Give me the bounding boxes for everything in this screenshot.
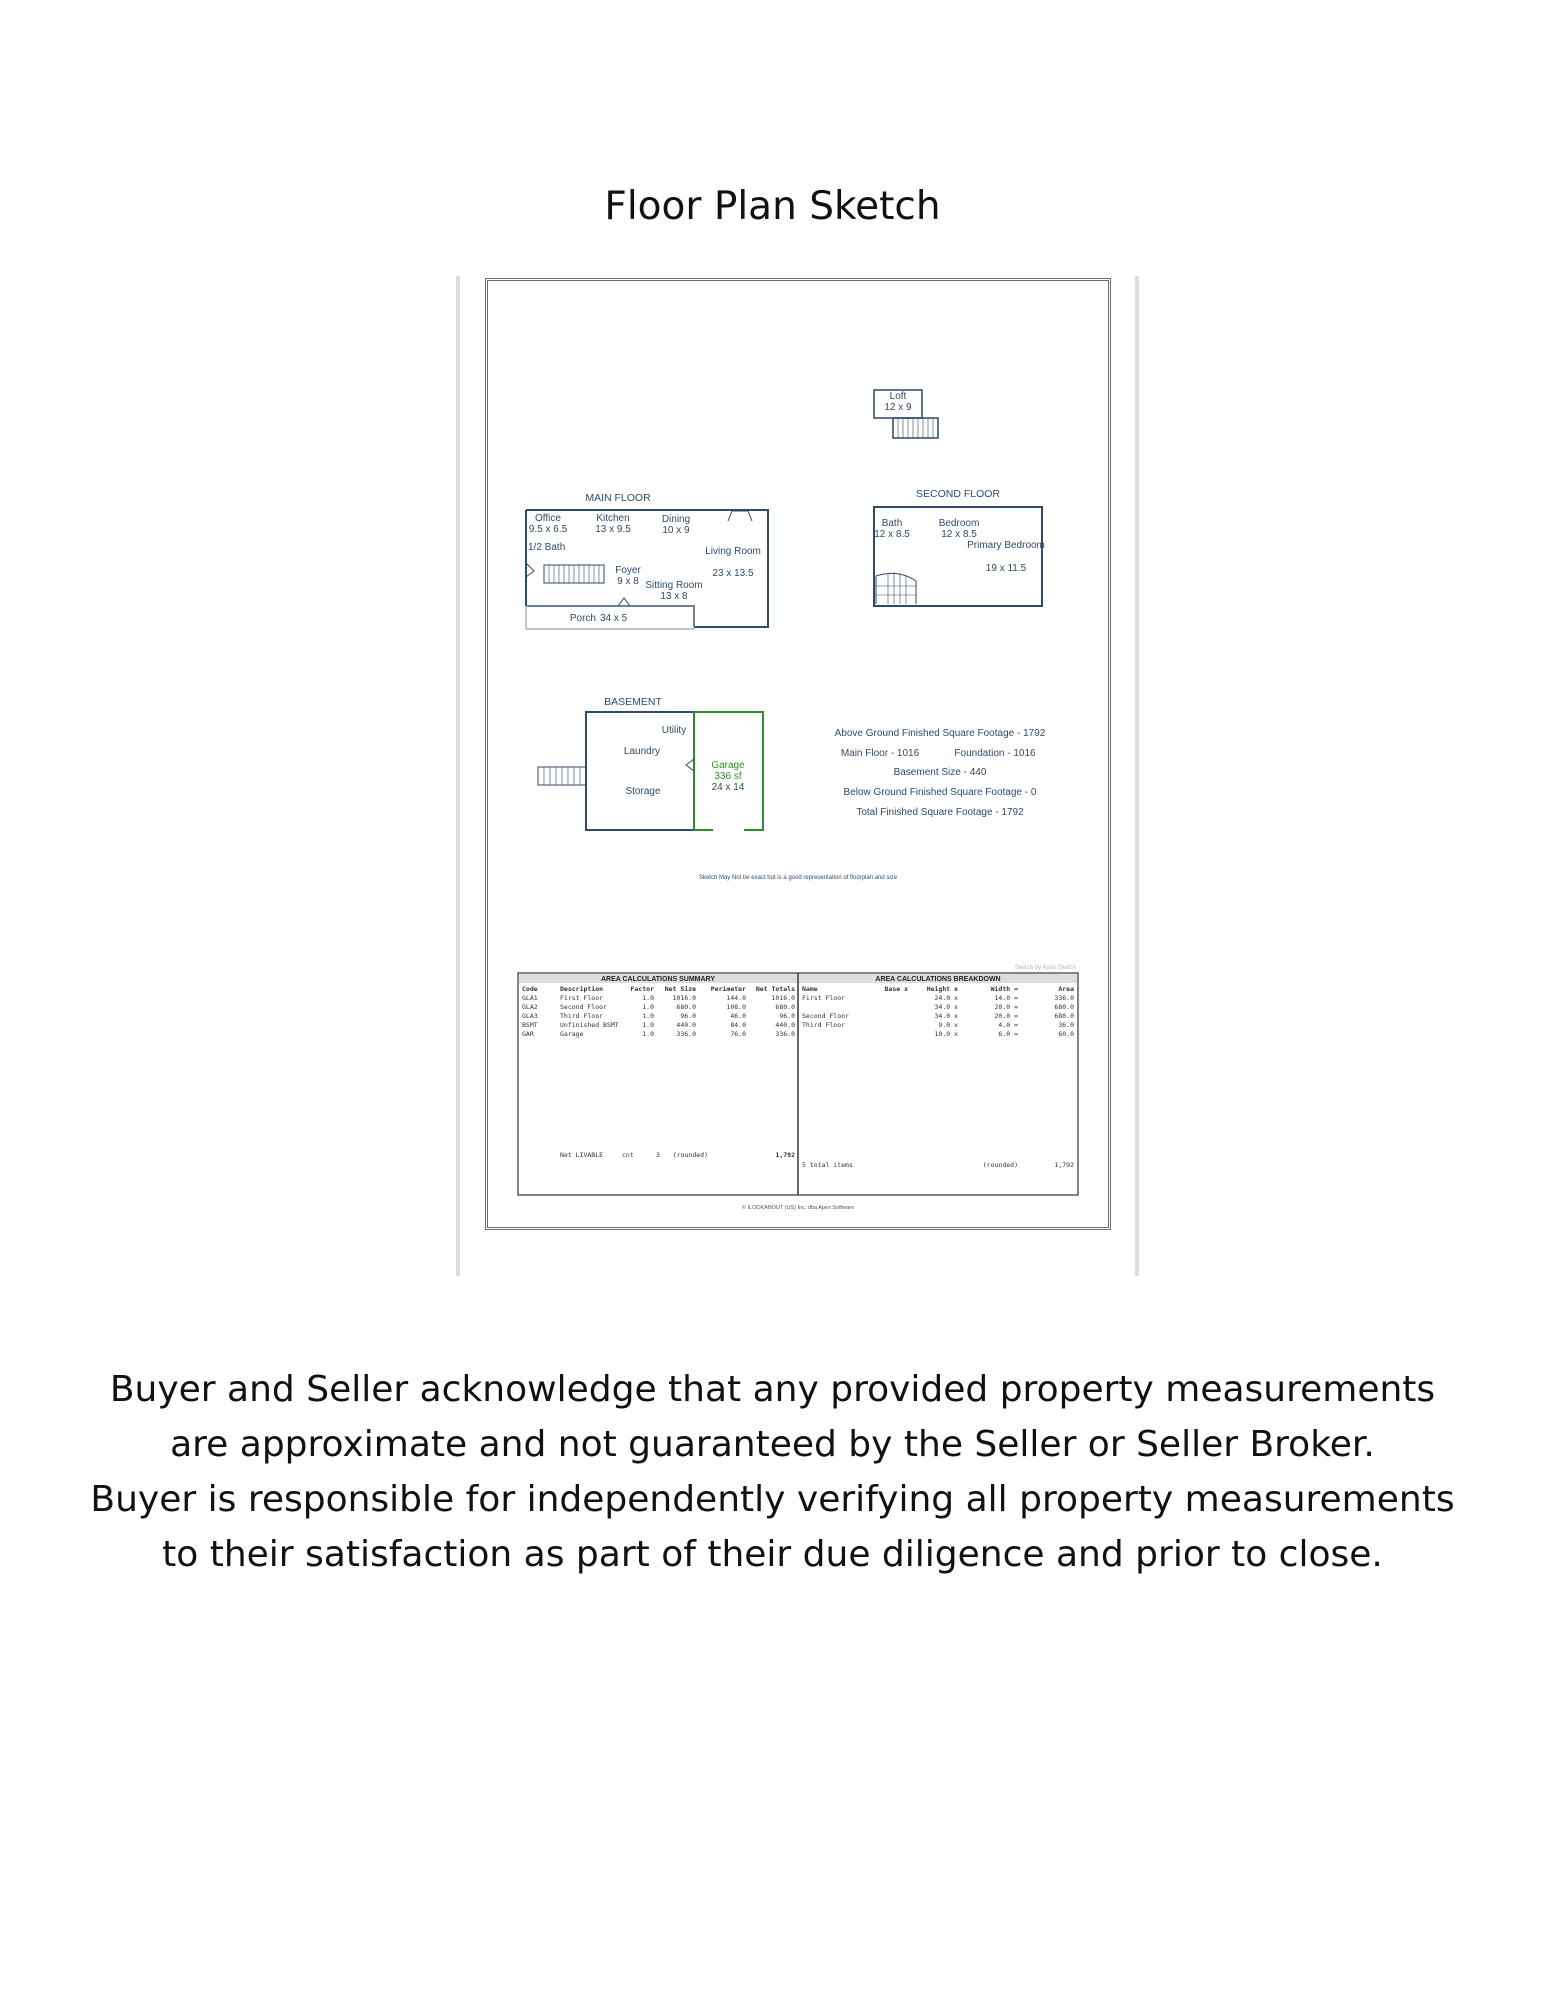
cell: 1,792 xyxy=(775,1151,795,1159)
cell: 1016.0 xyxy=(771,994,795,1002)
cell: 108.0 xyxy=(726,1003,746,1011)
header-cell: Area xyxy=(1058,985,1074,993)
loft-label: Loft xyxy=(889,391,907,402)
table-row xyxy=(802,1012,1074,1020)
office-dims: 9.5 x 6.5 xyxy=(528,524,568,535)
header-cell: Net Size xyxy=(664,985,696,993)
cell: 20.0 = xyxy=(994,1003,1018,1011)
disclaimer xyxy=(40,1362,1505,1582)
disclaimer-line: Buyer is responsible for independently verifying all property measurements xyxy=(90,1479,1455,1520)
cell: 96.0 xyxy=(779,1012,795,1020)
porch-label: Porch xyxy=(569,613,596,624)
header-cell: Name xyxy=(802,985,818,993)
header-cell: Factor xyxy=(630,985,654,993)
cell: 440.0 xyxy=(775,1021,795,1029)
header-cell: Base x xyxy=(884,985,908,993)
cell: 76.0 xyxy=(730,1030,746,1038)
sketch-note: Sketch May Not be exact but is a good representation of floorplan and size xyxy=(698,875,898,881)
garage-area: 336 sf xyxy=(714,771,742,782)
area-breakdown-table xyxy=(802,985,1074,1169)
dining-label: Dining xyxy=(661,514,691,525)
living-room-label: Living Room xyxy=(705,546,761,557)
cell: 84.0 xyxy=(730,1021,746,1029)
cell: cnt xyxy=(622,1151,634,1159)
cell: 96.0 xyxy=(680,1012,696,1020)
main-floor-label: MAIN FLOOR xyxy=(585,492,651,504)
header-cell: Width = xyxy=(990,985,1018,993)
second-floor-label: SECOND FLOOR xyxy=(915,488,1001,500)
primary-bedroom-dims: 19 x 11.5 xyxy=(985,563,1027,574)
cell: Unfinished BSMT xyxy=(560,1021,619,1029)
cell: (rounded) xyxy=(672,1151,708,1159)
cell: Second Floor xyxy=(560,1003,607,1011)
porch-dims: 34 x 5 xyxy=(600,613,628,624)
cell: 1.0 xyxy=(642,994,654,1002)
breakdown-header-row xyxy=(802,985,1074,993)
summary-line: Total Finished Square Footage - 1792 xyxy=(856,807,1024,818)
cell: 1.0 xyxy=(642,1021,654,1029)
cell: 680.0 xyxy=(676,1003,696,1011)
cell: 20.0 = xyxy=(994,1012,1018,1020)
table-row xyxy=(935,1003,1075,1011)
cell: 1.0 xyxy=(642,1030,654,1038)
copyright-text: © ILOOKABOUT (US) Inc. dba Apex Software xyxy=(741,1205,855,1211)
summary-footer-row xyxy=(560,1151,795,1159)
sitting-room-dims: 13 x 8 xyxy=(660,591,688,602)
cell: 1,792 xyxy=(1054,1161,1074,1169)
cell: 336.0 xyxy=(1054,994,1074,1002)
area-summary-title: AREA CALCULATIONS SUMMARY xyxy=(600,976,716,983)
kitchen-dims: 13 x 9.5 xyxy=(595,524,631,535)
floor-plan-drawing xyxy=(488,281,1108,1227)
cell: 144.0 xyxy=(726,994,746,1002)
cell: 1.0 xyxy=(642,1012,654,1020)
primary-bedroom-label: Primary Bedroom xyxy=(967,540,1045,551)
breakdown-footer-row xyxy=(802,1161,1074,1169)
bedroom-label: Bedroom xyxy=(938,518,980,529)
summary-line: Above Ground Finished Square Footage - 1792 xyxy=(834,728,1046,739)
cell: 3 xyxy=(656,1151,660,1159)
cell: GLA3 xyxy=(522,1012,538,1020)
cell: 440.0 xyxy=(676,1021,696,1029)
disclaimer-line: to their satisfaction as part of their due diligence and prior to close. xyxy=(162,1534,1383,1575)
cell: 5 total items xyxy=(802,1161,853,1169)
area-summary-table xyxy=(522,985,795,1159)
laundry-label: Laundry xyxy=(623,746,661,757)
cell: 680.0 xyxy=(1054,1012,1074,1020)
disclaimer-line: Buyer and Seller acknowledge that any provided property measurements xyxy=(109,1369,1436,1410)
table-row xyxy=(522,1021,795,1029)
cell: 60.0 xyxy=(1058,1030,1074,1038)
dining-dims: 10 x 9 xyxy=(662,525,690,536)
foyer-dims: 9 x 8 xyxy=(617,576,639,587)
cell: 1016.0 xyxy=(672,994,696,1002)
table-row xyxy=(802,1021,1074,1029)
cell: Garage xyxy=(560,1030,584,1038)
cell: Net LIVABLE xyxy=(560,1151,604,1159)
kitchen-label: Kitchen xyxy=(596,513,630,524)
summary-header-row xyxy=(522,985,795,993)
cell: First Floor xyxy=(560,994,604,1002)
cell: 34.0 x xyxy=(934,1012,958,1020)
garage-label: Garage xyxy=(711,760,745,771)
page-title: Floor Plan Sketch xyxy=(604,184,941,229)
summary-line: Foundation - 1016 xyxy=(954,748,1036,759)
summary-line: Below Ground Finished Square Footage - 0 xyxy=(843,787,1037,798)
utility-label: Utility xyxy=(661,725,687,736)
floor-plan-sheet xyxy=(485,278,1111,1230)
cell: Second Floor xyxy=(802,1012,849,1020)
basement-label: BASEMENT xyxy=(604,696,662,708)
table-row xyxy=(522,1030,795,1038)
header-cell: Height x xyxy=(926,985,958,993)
storage-label: Storage xyxy=(625,786,661,797)
table-row xyxy=(522,994,795,1002)
garage-dims: 24 x 14 xyxy=(711,782,745,793)
cell: 34.0 x xyxy=(934,1003,958,1011)
bath-label: Bath xyxy=(881,518,903,529)
loft-dims: 12 x 9 xyxy=(884,402,912,413)
header-cell: Code xyxy=(522,985,538,993)
sketch-credit: Sketch by Apex Sketch xyxy=(1014,965,1076,971)
area-breakdown-title: AREA CALCULATIONS BREAKDOWN xyxy=(875,976,1001,983)
cell: 24.0 x xyxy=(934,994,958,1002)
disclaimer-line: are approximate and not guaranteed by the Seller or Seller Broker. xyxy=(170,1424,1375,1465)
cell: Third Floor xyxy=(560,1012,604,1020)
cell: (rounded) xyxy=(982,1161,1018,1169)
summary-line: Basement Size - 440 xyxy=(893,767,987,778)
cell: First Floor xyxy=(802,994,846,1002)
sitting-room-label: Sitting Room xyxy=(645,580,703,591)
table-row xyxy=(802,994,1074,1002)
living-room-dims: 23 x 13.5 xyxy=(712,568,754,579)
cell: 680.0 xyxy=(775,1003,795,1011)
cell: 6.0 = xyxy=(998,1030,1018,1038)
square-footage-summary xyxy=(835,728,1046,818)
cell: 1.0 xyxy=(642,1003,654,1011)
office-label: Office xyxy=(535,513,561,524)
cell: 46.0 xyxy=(730,1012,746,1020)
cell: BSMT xyxy=(522,1021,538,1029)
header-cell: Description xyxy=(560,985,604,993)
cell: 36.0 xyxy=(1058,1021,1074,1029)
cell: GLA1 xyxy=(522,994,538,1002)
bath-dims: 12 x 8.5 xyxy=(874,529,910,540)
table-row xyxy=(935,1030,1075,1038)
header-cell: Perimeter xyxy=(710,985,746,993)
cell: GLA2 xyxy=(522,1003,538,1011)
table-row xyxy=(522,1003,795,1011)
cell: 680.0 xyxy=(1054,1003,1074,1011)
summary-line: Main Floor - 1016 xyxy=(840,748,920,759)
cell: 4.0 = xyxy=(998,1021,1018,1029)
foyer-label: Foyer xyxy=(615,565,641,576)
cell: 10.0 x xyxy=(934,1030,958,1038)
cell: GAR xyxy=(522,1030,534,1038)
half-bath-label: 1/2 Bath xyxy=(528,542,566,553)
cell: Third Floor xyxy=(802,1021,846,1029)
cell: 336.0 xyxy=(775,1030,795,1038)
bedroom-dims: 12 x 8.5 xyxy=(941,529,977,540)
cell: 336.0 xyxy=(676,1030,696,1038)
table-row xyxy=(522,1012,795,1020)
cell: 14.0 = xyxy=(994,994,1018,1002)
header-cell: Net Totals xyxy=(755,985,795,993)
cell: 9.0 x xyxy=(938,1021,958,1029)
